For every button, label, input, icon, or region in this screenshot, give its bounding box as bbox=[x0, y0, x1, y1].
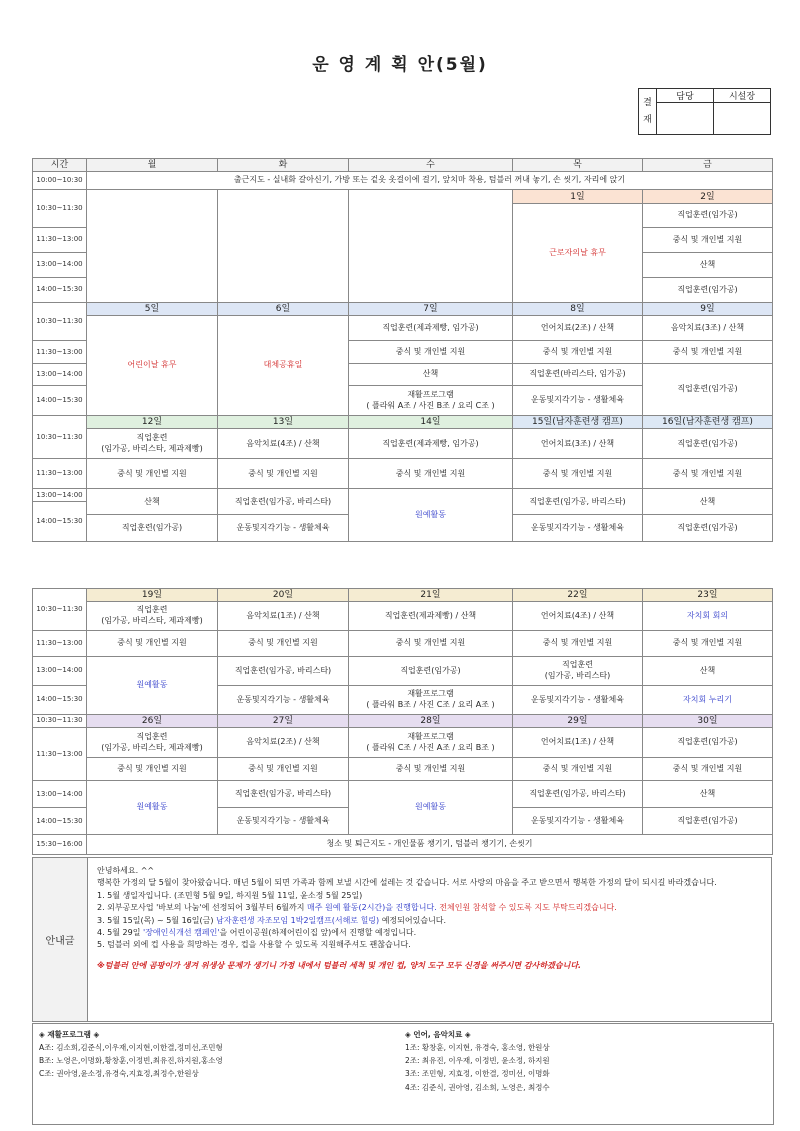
activity: 중식 및 개인별 지원 bbox=[87, 631, 218, 657]
date-label: 16일(남자훈련생 캠프) bbox=[643, 416, 773, 429]
activity: 음악치료(4조) / 산책 bbox=[218, 429, 349, 459]
therapy-title: ◈ 언어, 음악치료 ◈ bbox=[405, 1030, 471, 1039]
activity: 직업훈련(제과제빵, 임가공) bbox=[349, 429, 513, 459]
activity: 운동및지각기능 - 생활체육 bbox=[513, 515, 643, 542]
time-slot: 14:00~15:30 bbox=[33, 278, 87, 303]
date-label: 27일 bbox=[218, 715, 349, 728]
activity: 중식 및 개인별 지원 bbox=[643, 758, 773, 781]
notice-item: 4. 5월 29일 '장애인식개선 캠페인'을 어린이공원(하제어린이집 앞)에서 진행할 예정입니다. bbox=[97, 927, 417, 937]
activity: 직업훈련(임가공) bbox=[643, 515, 773, 542]
activity: 음악치료(2조) / 산책 bbox=[218, 728, 349, 758]
page-title: 운 영 계 획 안(5월) bbox=[312, 55, 488, 75]
activity: 직업훈련(임가공) bbox=[87, 515, 218, 542]
group-line: C조: 권아영,윤소정,유경숙,지효정,최정수,한원상 bbox=[39, 1069, 199, 1079]
time-slot: 10:30~11:30 bbox=[33, 190, 87, 228]
date-label: 1일 bbox=[513, 190, 643, 204]
schedule-table-bottom bbox=[32, 588, 773, 855]
date-label: 19일 bbox=[87, 589, 218, 602]
empty-cell bbox=[87, 190, 218, 303]
activity: 직업훈련(제과제빵, 임가공) bbox=[349, 316, 513, 341]
activity: 운동및지각기능 - 생활체육 bbox=[513, 386, 643, 416]
date-label: 20일 bbox=[218, 589, 349, 602]
activity: 산책 bbox=[643, 253, 773, 278]
activity: 원예활동 bbox=[349, 489, 513, 542]
activity: 중식 및 개인별 지원 bbox=[218, 631, 349, 657]
activity: 중식 및 개인별 지원 bbox=[349, 758, 513, 781]
time-slot: 14:00~15:30 bbox=[33, 686, 87, 715]
holiday-label: 대체공휴일 bbox=[218, 316, 349, 416]
time-slot: 11:30~13:00 bbox=[33, 728, 87, 781]
activity: 언어치료(2조) / 산책 bbox=[513, 316, 643, 341]
notice-intro: 행복한 가정의 달 5월이 찾아왔습니다. 매년 5월이 되면 가족과 함께 보낼 시간에 설레는 것 같습니다. 서로 사랑의 마음을 주고 받으면서 행복한 가정의 달이 되시길 바라겠습니다. bbox=[97, 878, 717, 888]
activity: 직업훈련(임가공) bbox=[643, 728, 773, 758]
time-slot: 11:30~13:00 bbox=[33, 631, 87, 657]
header-fri: 금 bbox=[643, 159, 773, 172]
activity: 운동및지각기능 - 생활체육 bbox=[218, 686, 349, 715]
time-slot: 11:30~13:00 bbox=[33, 341, 87, 364]
date-label: 8일 bbox=[513, 303, 643, 316]
activity: 중식 및 개인별 지원 bbox=[513, 758, 643, 781]
group-line: 1조: 황창훈, 이지현, 유경숙, 홍소영, 한원상 bbox=[405, 1043, 550, 1053]
time-slot: 15:30~16:00 bbox=[33, 835, 87, 855]
activity: 산책 bbox=[87, 489, 218, 515]
approval-director-header: 시설장 bbox=[714, 89, 771, 103]
activity: 중식 및 개인별 지원 bbox=[218, 459, 349, 489]
activity: 운동및지각기능 - 생활체육 bbox=[218, 515, 349, 542]
time-slot: 11:30~13:00 bbox=[33, 459, 87, 489]
activity: 중식 및 개인별 지원 bbox=[513, 341, 643, 364]
date-label: 26일 bbox=[87, 715, 218, 728]
activity: 직업훈련(임가공) bbox=[643, 204, 773, 228]
empty-cell bbox=[218, 190, 349, 303]
time-slot: 13:00~14:00 bbox=[33, 364, 87, 386]
activity: 직업훈련(임가공, 바리스타) bbox=[513, 489, 643, 515]
date-label: 29일 bbox=[513, 715, 643, 728]
activity: 직업훈련(바리스타, 임가공) bbox=[513, 364, 643, 386]
activity: 중식 및 개인별 지원 bbox=[513, 631, 643, 657]
activity: 자치회 누리기 bbox=[643, 686, 773, 715]
activity: 산책 bbox=[643, 489, 773, 515]
approval-label: 결 재 bbox=[639, 89, 657, 135]
activity: 중식 및 개인별 지원 bbox=[349, 341, 513, 364]
notice-content bbox=[88, 858, 772, 1022]
activity: 원예활동 bbox=[349, 781, 513, 835]
activity: 음악치료(3조) / 산책 bbox=[643, 316, 773, 341]
activity: 중식 및 개인별 지원 bbox=[218, 758, 349, 781]
rehab-groups bbox=[39, 1028, 223, 1081]
header-wed: 수 bbox=[349, 159, 513, 172]
approval-manager-header: 담당 bbox=[657, 89, 714, 103]
activity: 직업훈련(임가공, 바리스타) bbox=[218, 489, 349, 515]
group-line: 4조: 김준식, 권아영, 김소희, 노영은, 최정수 bbox=[405, 1082, 550, 1092]
activity: 산책 bbox=[643, 781, 773, 808]
group-list bbox=[32, 1023, 774, 1125]
activity: 직업훈련(임가공, 바리스타) bbox=[218, 781, 349, 808]
date-label: 30일 bbox=[643, 715, 773, 728]
activity: 직업훈련(임가공) bbox=[643, 808, 773, 835]
schedule-table-top bbox=[32, 158, 773, 542]
activity: 산책 bbox=[349, 364, 513, 386]
activity: 중식 및 개인별 지원 bbox=[643, 228, 773, 253]
activity: 중식 및 개인별 지원 bbox=[87, 758, 218, 781]
activity: 언어치료(1조) / 산책 bbox=[513, 728, 643, 758]
activity: 직업훈련 (임가공, 바리스타) bbox=[513, 657, 643, 686]
date-label: 5일 bbox=[87, 303, 218, 316]
time-slot: 13:00~14:00 bbox=[33, 781, 87, 808]
header-thu: 목 bbox=[513, 159, 643, 172]
group-line: 2조: 최유진, 이우재, 이정빈, 윤소정, 하지원 bbox=[405, 1056, 550, 1066]
time-slot: 10:30~11:30 bbox=[33, 416, 87, 459]
date-label: 13일 bbox=[218, 416, 349, 429]
activity: 운동및지각기능 - 생활체육 bbox=[513, 808, 643, 835]
notice-item: 2. 외부공모사업 '바보의 나눔'에 선정되어 3월부터 6월까지 매주 원예 활동(2시간)을 진행합니다. 전체인원 참석할 수 있도록 지도 부탁드리겠습니다. bbox=[97, 903, 617, 913]
date-label: 15일(남자훈련생 캠프) bbox=[513, 416, 643, 429]
activity: 운동및지각기능 - 생활체육 bbox=[513, 686, 643, 715]
notice-box bbox=[32, 857, 772, 1022]
activity: 재활프로그램 ( 플라워 A조 / 사진 B조 / 요리 C조 ) bbox=[349, 386, 513, 416]
time-slot: 10:30~11:30 bbox=[33, 303, 87, 341]
activity: 중식 및 개인별 지원 bbox=[643, 631, 773, 657]
activity: 자치회 회의 bbox=[643, 602, 773, 631]
date-label: 23일 bbox=[643, 589, 773, 602]
activity: 직업훈련 (임가공, 바리스타, 제과제빵) bbox=[87, 602, 218, 631]
activity: 중식 및 개인별 지원 bbox=[513, 459, 643, 489]
empty-cell bbox=[349, 190, 513, 303]
date-label: 6일 bbox=[218, 303, 349, 316]
holiday-label: 어린이날 휴무 bbox=[87, 316, 218, 416]
time-slot: 13:00~14:00 bbox=[33, 489, 87, 502]
notice-label: 안내글 bbox=[33, 858, 88, 1022]
header-mon: 월 bbox=[87, 159, 218, 172]
date-label: 7일 bbox=[349, 303, 513, 316]
date-label: 28일 bbox=[349, 715, 513, 728]
activity: 직업훈련(임가공) bbox=[643, 429, 773, 459]
date-label: 2일 bbox=[643, 190, 773, 204]
notice-greeting: 안녕하세요. ^^ bbox=[97, 866, 155, 875]
time-slot: 13:00~14:00 bbox=[33, 657, 87, 686]
notice-item: 5. 텀블러 외에 컵 사용을 희망하는 경우, 컵을 사용할 수 있도록 지원해주셔도 괜찮습니다. bbox=[97, 940, 411, 950]
time-slot: 14:00~15:30 bbox=[33, 808, 87, 835]
activity: 중식 및 개인별 지원 bbox=[643, 459, 773, 489]
activity: 직업훈련(임가공) bbox=[643, 364, 773, 416]
time-slot: 10:30~11:30 bbox=[33, 589, 87, 631]
notice-item: 3. 5월 15일(목) ~ 5월 16일(금) 남자훈련생 자조모임 1박2일캠프(서해로 힐링) 예정되어있습니다. bbox=[97, 915, 447, 925]
header-time: 시간 bbox=[33, 159, 87, 172]
time-slot: 14:00~15:30 bbox=[33, 502, 87, 542]
activity: 언어치료(3조) / 산책 bbox=[513, 429, 643, 459]
activity: 중식 및 개인별 지원 bbox=[349, 459, 513, 489]
notice-item: 1. 5월 생일자입니다. (조민형 5월 9일, 하지원 5월 11일, 윤소정 5월 25일) bbox=[97, 890, 363, 900]
holiday-label: 근로자의날 휴무 bbox=[513, 204, 643, 303]
activity: 중식 및 개인별 지원 bbox=[87, 459, 218, 489]
time-slot: 10:30~11:30 bbox=[33, 715, 87, 728]
group-line: B조: 노영은,이명화,황창훈,이정빈,최유진,하지원,홍소영 bbox=[39, 1056, 223, 1066]
leave-instruction: 청소 및 퇴근지도 - 개인물품 챙기기, 텀블러 챙기기, 손씻기 bbox=[87, 835, 773, 855]
activity: 운동및지각기능 - 생활체육 bbox=[218, 808, 349, 835]
arrival-instruction: 출근지도 - 실내화 갈아신기, 가방 또는 겉옷 옷걸이에 걸기, 앞치마 착용, 텀블러 꺼내 놓기, 손 씻기, 자리에 앉기 bbox=[87, 172, 773, 190]
date-label: 14일 bbox=[349, 416, 513, 429]
date-label: 21일 bbox=[349, 589, 513, 602]
notice-warning: ※텀블러 안에 곰팡이가 생겨 위생상 문제가 생기니 가정 내에서 텀블러 세척 및 개인 컵, 양치 도구 모두 신경을 써주시면 감사하겠습니다. bbox=[97, 960, 582, 970]
group-line: 3조: 조민형, 지효정, 이한결, 정미선, 이명화 bbox=[405, 1069, 550, 1079]
activity: 음악치료(1조) / 산책 bbox=[218, 602, 349, 631]
date-label: 12일 bbox=[87, 416, 218, 429]
time-slot: 14:00~15:30 bbox=[33, 386, 87, 416]
time-slot: 13:00~14:00 bbox=[33, 253, 87, 278]
rehab-title: ◈ 재활프로그램 ◈ bbox=[39, 1030, 100, 1039]
activity: 직업훈련(임가공, 바리스타) bbox=[513, 781, 643, 808]
activity: 직업훈련 (임가공, 바리스타, 제과제빵) bbox=[87, 728, 218, 758]
header-tue: 화 bbox=[218, 159, 349, 172]
activity: 재활프로그램 ( 플라워 B조 / 사진 C조 / 요리 A조 ) bbox=[349, 686, 513, 715]
time-slot: 11:30~13:00 bbox=[33, 228, 87, 253]
activity: 직업훈련(임가공) bbox=[643, 278, 773, 303]
activity: 직업훈련 (임가공, 바리스타, 제과제빵) bbox=[87, 429, 218, 459]
approval-box bbox=[638, 88, 771, 135]
activity: 언어치료(4조) / 산책 bbox=[513, 602, 643, 631]
activity: 직업훈련(임가공) bbox=[349, 657, 513, 686]
therapy-groups bbox=[405, 1028, 550, 1094]
activity: 산책 bbox=[643, 657, 773, 686]
group-line: A조: 김소희,김준식,이우재,이지현,이한결,정미선,조민형 bbox=[39, 1043, 223, 1053]
activity: 원예활동 bbox=[87, 781, 218, 835]
activity: 재활프로그램 ( 플라워 C조 / 사진 A조 / 요리 B조 ) bbox=[349, 728, 513, 758]
activity: 중식 및 개인별 지원 bbox=[349, 631, 513, 657]
activity: 중식 및 개인별 지원 bbox=[643, 341, 773, 364]
date-label: 9일 bbox=[643, 303, 773, 316]
activity: 원예활동 bbox=[87, 657, 218, 715]
date-label: 22일 bbox=[513, 589, 643, 602]
approval-director-sign[interactable] bbox=[714, 103, 771, 135]
time-slot: 10:00~10:30 bbox=[33, 172, 87, 190]
approval-manager-sign[interactable] bbox=[657, 103, 714, 135]
activity: 직업훈련(제과제빵) / 산책 bbox=[349, 602, 513, 631]
activity: 직업훈련(임가공, 바리스타) bbox=[218, 657, 349, 686]
